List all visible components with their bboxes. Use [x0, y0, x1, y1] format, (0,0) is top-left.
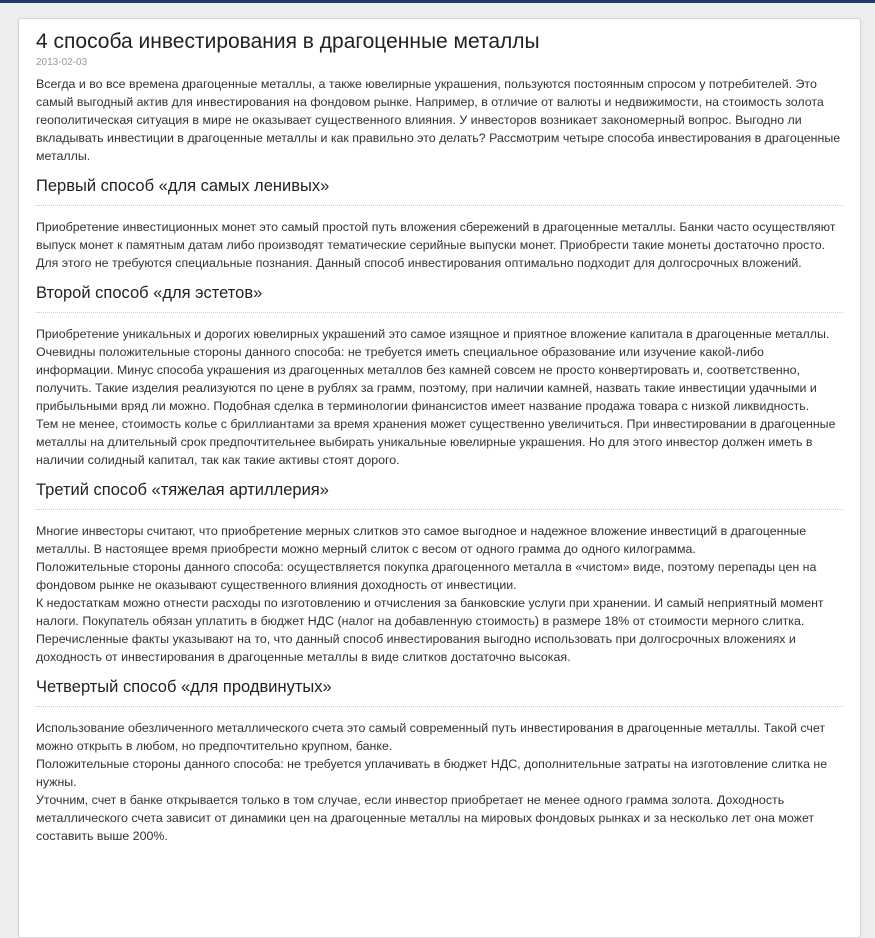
- section-first: [36, 175, 844, 272]
- section-paragraph: Перечисленные факты указывают на то, что данный способ инвестирования выгодно использовать при долгосрочных вложениях и доходность от инвестирования в драгоценные металлы в виде слитков достаточно высокая.: [36, 632, 796, 664]
- top-bar: [0, 0, 875, 3]
- article-title: 4 способа инвестирования в драгоценные металлы: [36, 30, 540, 53]
- section-paragraph: К недостаткам можно отнести расходы по изготовлению и отчисления за банковские услуги при хранении. И самый неприятный момент налоги. Покупатель обязан уплатить в бюджет НДС (налог на добавленную стоимость) в размере 18% от стоимости мерного слитка.: [36, 596, 824, 628]
- section-paragraph: Многие инвесторы считают, что приобретение мерных слитков это самое выгодное и надежное вложение инвестиций в драгоценные металлы. В настоящее время приобрести можно мерный слиток с весом от одного грамма до одного килограмма.: [36, 524, 807, 556]
- section-heading: Четвертый способ «для продвинутых»: [36, 676, 844, 707]
- article-date: 2013-02-03: [36, 57, 88, 68]
- section-paragraph: Уточним, счет в банке открывается только в том случае, если инвестор приобретает не менее одного грамма золота. Доходность металлического счета зависит от динамики цен на драгоценные металлы на мировых фондовых рынках и за несколько лет она может составить выше 200%.: [36, 793, 815, 843]
- article-card: [18, 18, 861, 938]
- section-fourth: [36, 676, 844, 845]
- section-paragraph: Тем не менее, стоимость колье с бриллиантами за время хранения может существенно увеличиться. При инвестировании в драгоценные металлы на длительный срок предпочтительнее выбирать уникальные ювелирные украшения. Но для этого инвестор должен иметь в наличии солидный капитал, так как такие активы стоят дорого.: [36, 417, 836, 467]
- section-paragraph: Использование обезличенного металлического счета это самый современный путь инвестирования в драгоценные металлы. Такой счет можно открыть в любом, но предпочтительно крупном, банке.: [36, 721, 826, 753]
- article-intro: Всегда и во все времена драгоценные металлы, а также ювелирные украшения, пользуются постоянным спросом у потребителей. Это самый выгодный актив для инвестирования на фондовом рынке. Например, в отличие от валюты и недвижимости, на стоимость золота геополитическая ситуация в мире не оказывает существенного влияния. У инвесторов возникает закономерный вопрос. Выгодно ли вкладывать инвестиции в драгоценные металлы и как правильно это делать? Рассмотрим четыре способа инвестирования в драгоценные металлы.: [36, 77, 841, 163]
- section-heading: Первый способ «для самых ленивых»: [36, 175, 844, 206]
- section-heading: Второй способ «для эстетов»: [36, 282, 844, 313]
- section-paragraph: Приобретение уникальных и дорогих ювелирных украшений это самое изящное и приятное вложение капитала в драгоценные металлы. Очевидны положительные стороны данного способа: не требуется иметь специальное образование или изучение какой-либо информации. Минус способа украшения из драгоценных металлов без камней совсем не просто конвертировать и, соответственно, получить. Такие изделия реализуются по цене в рублях за грамм, поэтому, при наличии камней, назвать такие инвестиции удачными и прибыльными вряд ли можно. Подобная сделка в терминологии финансистов имеет название продажа товара с низкой ликвидность.: [36, 327, 830, 413]
- section-paragraph: Положительные стороны данного способа: осуществляется покупка драгоценного металла в «чистом» виде, поэтому перепады цен на фондовом рынке не оказывают существенного влияния доходность от инвестиции.: [36, 560, 817, 592]
- section-paragraph: Положительные стороны данного способа: не требуется уплачивать в бюджет НДС, дополнительные затраты на изготовление слитка не нужны.: [36, 757, 828, 789]
- section-third: [36, 479, 844, 666]
- section-heading: Третий способ «тяжелая артиллерия»: [36, 479, 844, 510]
- section-paragraph: Приобретение инвестиционных монет это самый простой путь вложения сбережений в драгоценные металлы. Банки часто осуществляют выпуск монет к памятным датам либо производят тематические серийные выпуски монет. Приобрести такие монеты достаточно просто. Для этого не требуются специальные познания. Данный способ инвестирования оптимально подходит для долгосрочных вложений.: [36, 220, 836, 270]
- section-second: [36, 282, 844, 469]
